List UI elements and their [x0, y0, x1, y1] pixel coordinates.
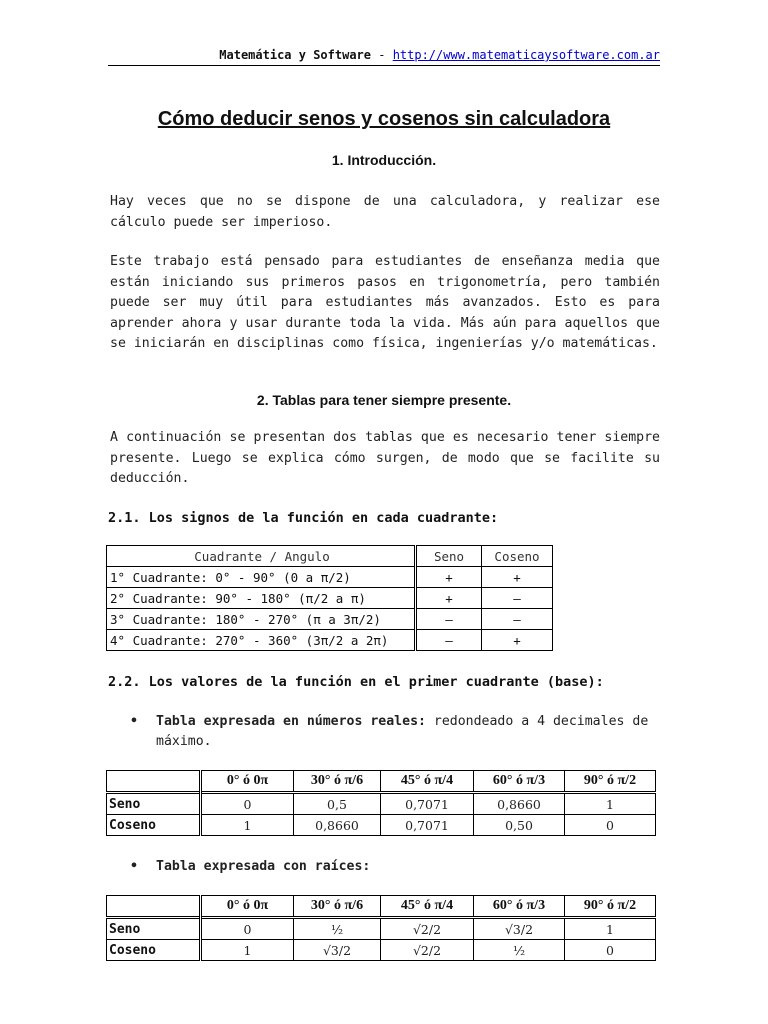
angle-header: 0° ó 0π: [201, 771, 294, 793]
signs-table-header: [107, 546, 553, 567]
value-cell: 0,8660: [294, 815, 381, 836]
value-cell: 0,50: [474, 815, 565, 836]
tables-intro-paragraph: A continuación se presentan dos tablas que es necesario tener siempre presente. Luego se explica cómo surgen, de modo que se facilite su deducción.: [110, 430, 660, 486]
site-url-link[interactable]: http://www.matematicaysoftware.com.ar: [392, 48, 660, 62]
root-values-table: [106, 895, 656, 961]
table-row: [107, 793, 656, 815]
seno-sign: +: [416, 588, 482, 609]
intro-paragraph-1: Hay veces que no se dispone de una calculadora, y realizar ese cálculo puede ser imperioso.: [110, 194, 660, 230]
table-header-row: [107, 896, 656, 918]
bullet-dot-icon: •: [130, 714, 138, 729]
table-row: [107, 630, 553, 651]
value-cell: 0: [565, 815, 656, 836]
header-seno: Seno: [416, 546, 482, 567]
header-cuadrante: Cuadrante / Angulo: [107, 546, 416, 567]
value-cell: √2/2: [381, 940, 474, 961]
seno-sign: –: [416, 630, 482, 651]
header-coseno: Coseno: [482, 546, 553, 567]
section-1-heading: 1. Introducción.: [331, 152, 437, 168]
quadrant-label: 4° Cuadrante: 270° - 360° (3π/2 a 2π): [107, 630, 416, 651]
bullet-bold-text: Tabla expresada en números reales:: [156, 714, 426, 729]
coseno-sign: –: [482, 609, 553, 630]
table-header-row: [107, 771, 656, 793]
bullet-bold-text: Tabla expresada con raíces:: [156, 859, 371, 874]
angle-header: 60° ó π/3: [474, 896, 565, 918]
page-title: Cómo deducir senos y cosenos sin calculadora: [157, 108, 611, 130]
section-2-heading: 2. Tablas para tener siempre presente.: [256, 392, 512, 408]
value-cell: 0,7071: [381, 793, 474, 815]
coseno-sign: +: [482, 567, 553, 588]
angle-header: 60° ó π/3: [474, 771, 565, 793]
value-cell: 0: [201, 793, 294, 815]
value-cell: 0,5: [294, 793, 381, 815]
subsection-2-2-heading: 2.2. Los valores de la función en el primer cuadrante (base):: [108, 674, 604, 690]
angle-header: 45° ó π/4: [381, 896, 474, 918]
angle-header: 45° ó π/4: [381, 771, 474, 793]
intro-paragraph-2: Este trabajo está pensado para estudiantes de enseñanza media que están iniciando sus primeros pasos en trigonometría, pero también puede ser muy útil para estudiantes más avanzados. Esto es para aprender ahora y usar durante toda la vida. Más aún para aquellos que se iniciarán en disciplinas como física, ingenierías y/o matemáticas.: [110, 254, 660, 351]
angle-header: 90° ó π/2: [565, 896, 656, 918]
page-header: [108, 48, 660, 66]
bullet-text: redondeado a 4 decimales de máximo.: [156, 714, 649, 749]
quadrant-label: 1° Cuadrante: 0° - 90° (0 a π/2): [107, 567, 416, 588]
bullet-real-numbers: [130, 712, 660, 752]
value-cell: 1: [565, 918, 656, 940]
value-cell: √3/2: [294, 940, 381, 961]
value-cell: 1: [201, 815, 294, 836]
value-cell: √3/2: [474, 918, 565, 940]
value-cell: √2/2: [381, 918, 474, 940]
angle-header: 90° ó π/2: [565, 771, 656, 793]
bullet-roots: [130, 857, 660, 877]
table-row: [107, 609, 553, 630]
angle-header: 30° ó π/6: [294, 771, 381, 793]
real-values-table: [106, 770, 656, 836]
subsection-2-1-heading: 2.1. Los signos de la función en cada cuadrante:: [108, 510, 499, 526]
seno-sign: –: [416, 609, 482, 630]
value-cell: 1: [201, 940, 294, 961]
table-row: [107, 567, 553, 588]
signs-table: [106, 545, 553, 651]
row-label: Seno: [107, 793, 201, 815]
angle-header: 30° ó π/6: [294, 896, 381, 918]
value-cell: ½: [294, 918, 381, 940]
table-row: [107, 940, 656, 961]
row-label: Seno: [107, 918, 201, 940]
quadrant-label: 3° Cuadrante: 180° - 270° (π a 3π/2): [107, 609, 416, 630]
row-label: Coseno: [107, 815, 201, 836]
header-separator: -: [371, 48, 393, 62]
row-label: Coseno: [107, 940, 201, 961]
value-cell: 0: [565, 940, 656, 961]
coseno-sign: –: [482, 588, 553, 609]
value-cell: 0,8660: [474, 793, 565, 815]
quadrant-label: 2° Cuadrante: 90° - 180° (π/2 a π): [107, 588, 416, 609]
coseno-sign: +: [482, 630, 553, 651]
table-row: [107, 918, 656, 940]
value-cell: 0,7071: [381, 815, 474, 836]
value-cell: 1: [565, 793, 656, 815]
table-row: [107, 588, 553, 609]
bullet-dot-icon: •: [130, 859, 138, 874]
value-cell: ½: [474, 940, 565, 961]
empty-corner-cell: [107, 896, 201, 918]
empty-corner-cell: [107, 771, 201, 793]
table-row: [107, 815, 656, 836]
site-name: Matemática y Software: [219, 48, 371, 62]
value-cell: 0: [201, 918, 294, 940]
seno-sign: +: [416, 567, 482, 588]
angle-header: 0° ó 0π: [201, 896, 294, 918]
